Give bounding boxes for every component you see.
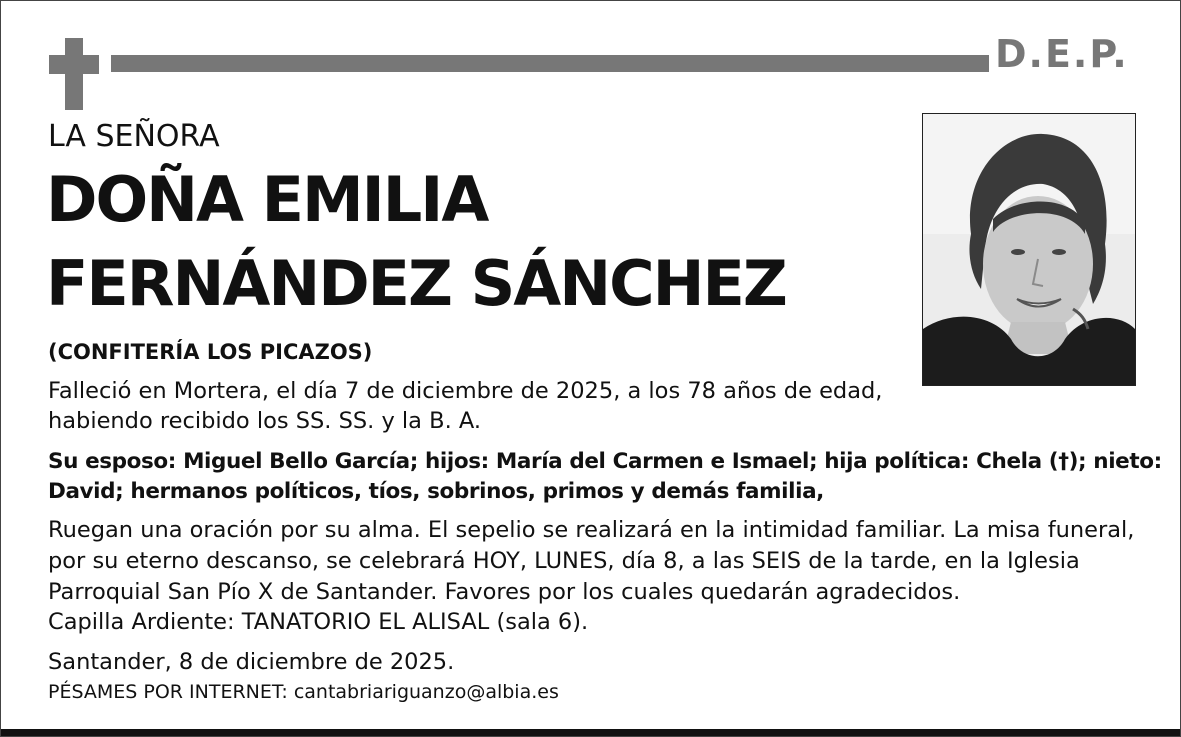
cross-horizontal-bar xyxy=(49,55,99,74)
dep-label: D.E.P. xyxy=(995,32,1129,76)
announcement-line2: por su eterno descanso, se celebrará HOY, LUNES, día 8, a las SEIS de la tarde, en la Iglesia xyxy=(48,548,1080,574)
cross-vertical-bar xyxy=(65,38,83,110)
portrait-illustration xyxy=(923,114,1135,385)
announcement-line1: Ruegan una oración por su alma. El sepelio se realizará en la intimidad familiar. La misa funeral, xyxy=(48,517,1135,543)
condolences-contact: PÉSAMES POR INTERNET: cantabriariguanzo@albia.es xyxy=(48,681,559,703)
family-line2: David; hermanos políticos, tíos, sobrinos, primos y demás familia, xyxy=(48,479,824,504)
announcement-line3: Parroquial San Pío X de Santander. Favores por los cuales quedarán agradecidos. xyxy=(48,579,961,605)
announcement-line4: Capilla Ardiente: TANATORIO EL ALISAL (sala 6). xyxy=(48,609,589,635)
portrait-photo xyxy=(922,113,1136,386)
business-name: (CONFITERÍA LOS PICAZOS) xyxy=(48,340,373,364)
place-date: Santander, 8 de diciembre de 2025. xyxy=(48,649,455,675)
deceased-name-line1: DOÑA EMILIA xyxy=(46,163,488,236)
bottom-rule xyxy=(1,729,1180,736)
death-notice-line1: Falleció en Mortera, el día 7 de diciembre de 2025, a los 78 años de edad, xyxy=(48,378,883,404)
death-notice-line2: habiendo recibido los SS. SS. y la B. A. xyxy=(48,408,482,434)
deceased-name-line2: FERNÁNDEZ SÁNCHEZ xyxy=(46,247,786,320)
title-label: LA SEÑORA xyxy=(48,119,220,154)
header-rule xyxy=(111,55,989,72)
family-line1: Su esposo: Miguel Bello García; hijos: María del Carmen e Ismael; hija política: Chela (†); nieto: xyxy=(48,449,1162,474)
